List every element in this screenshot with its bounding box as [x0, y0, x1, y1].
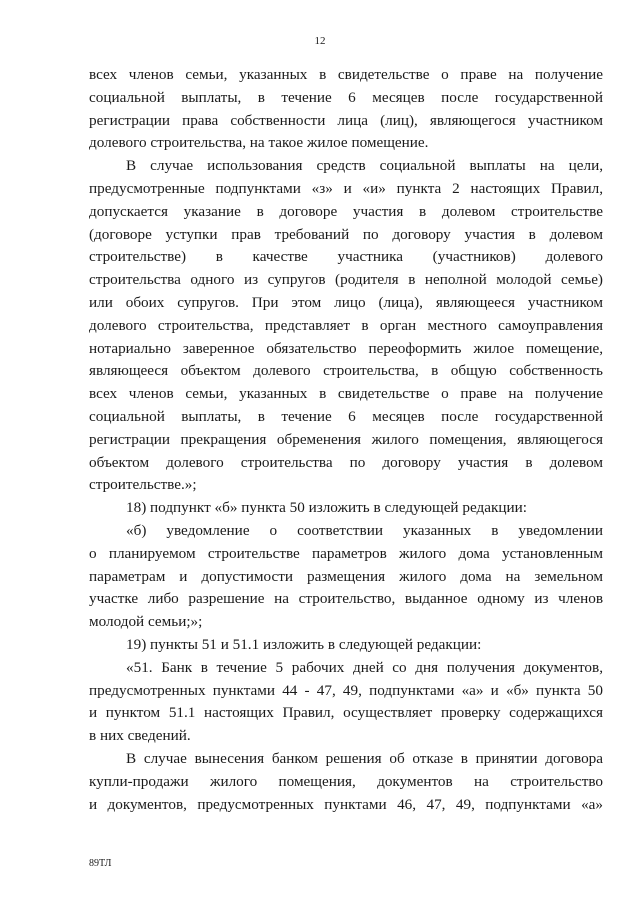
- text-line: В случае использования средств социальной выплаты на цели,: [126, 157, 603, 175]
- text-line: допускается указание в договоре участия в долевом строительстве: [89, 202, 603, 220]
- text-line: В случае вынесения банком решения об отказе в принятии договора: [126, 749, 603, 767]
- text-line: объектом долевого строительства по договору участия в долевом: [89, 453, 603, 471]
- text-line: купли-продажи жилого помещения, документов на строительство: [89, 772, 603, 790]
- text-line: всех членов семьи, указанных в свидетельстве о праве на получение: [89, 385, 603, 403]
- text-line: (договоре уступки прав требований по договору участия в долевом: [89, 225, 603, 243]
- page-number: 12: [314, 35, 326, 47]
- text-line: «51. Банк в течение 5 рабочих дней со дня получения документов,: [126, 658, 603, 676]
- text-line: молодой семьи;»;: [89, 613, 203, 631]
- text-line: или обоих супругов. При этом лицо (лица), являющееся участником: [89, 293, 603, 311]
- text-line: параметрам и допустимости размещения жилого дома на земельном: [89, 567, 603, 585]
- text-line: участке либо разрешение на строительство, выданное одному из членов: [89, 590, 603, 608]
- text-line: социальной выплаты, в течение 6 месяцев после государственной: [89, 88, 603, 106]
- text-line: долевого строительства, на такое жилое помещение.: [89, 134, 429, 152]
- text-line: предусмотренных пунктами 44 - 47, 49, подпунктами «а» и «б» пункта 50: [89, 681, 603, 699]
- text-line: строительстве) в качестве участника (участников) долевого: [89, 248, 603, 266]
- text-line: регистрации прекращения обременения жилого помещения, являющегося: [89, 430, 603, 448]
- text-line: 19) пункты 51 и 51.1 изложить в следующей редакции:: [126, 635, 482, 653]
- text-line: нотариально заверенное обязательство переоформить жилое помещение,: [89, 339, 603, 357]
- body-text: [89, 64, 603, 816]
- text-line: о планируемом строительстве параметров жилого дома установленным: [89, 544, 603, 562]
- text-line: и документов, предусмотренных пунктами 46, 47, 49, подпунктами «а»: [89, 795, 603, 813]
- footer-code: 89ТЛ: [89, 858, 112, 869]
- text-line: в них сведений.: [89, 727, 191, 745]
- text-line: являющееся объектом долевого строительства, в общую собственность: [89, 362, 603, 380]
- text-line: строительстве.»;: [89, 476, 197, 494]
- text-line: 18) подпункт «б» пункта 50 изложить в следующей редакции:: [126, 499, 527, 517]
- text-line: всех членов семьи, указанных в свидетельстве о праве на получение: [89, 66, 603, 83]
- text-line: регистрации права собственности лица (лиц), являющегося участником: [89, 111, 603, 129]
- text-line: строительства одного из супругов (родителя в неполной молодой семье): [89, 271, 603, 289]
- text-line: долевого строительства, представляет в орган местного самоуправления: [89, 316, 603, 334]
- text-line: и пунктом 51.1 настоящих Правил, осуществляет проверку содержащихся: [89, 704, 603, 722]
- text-line: «б) уведомление о соответствии указанных в уведомлении: [126, 521, 603, 539]
- text-line: социальной выплаты, в течение 6 месяцев после государственной: [89, 407, 603, 425]
- text-line: предусмотренные подпунктами «з» и «и» пункта 2 настоящих Правил,: [89, 179, 603, 197]
